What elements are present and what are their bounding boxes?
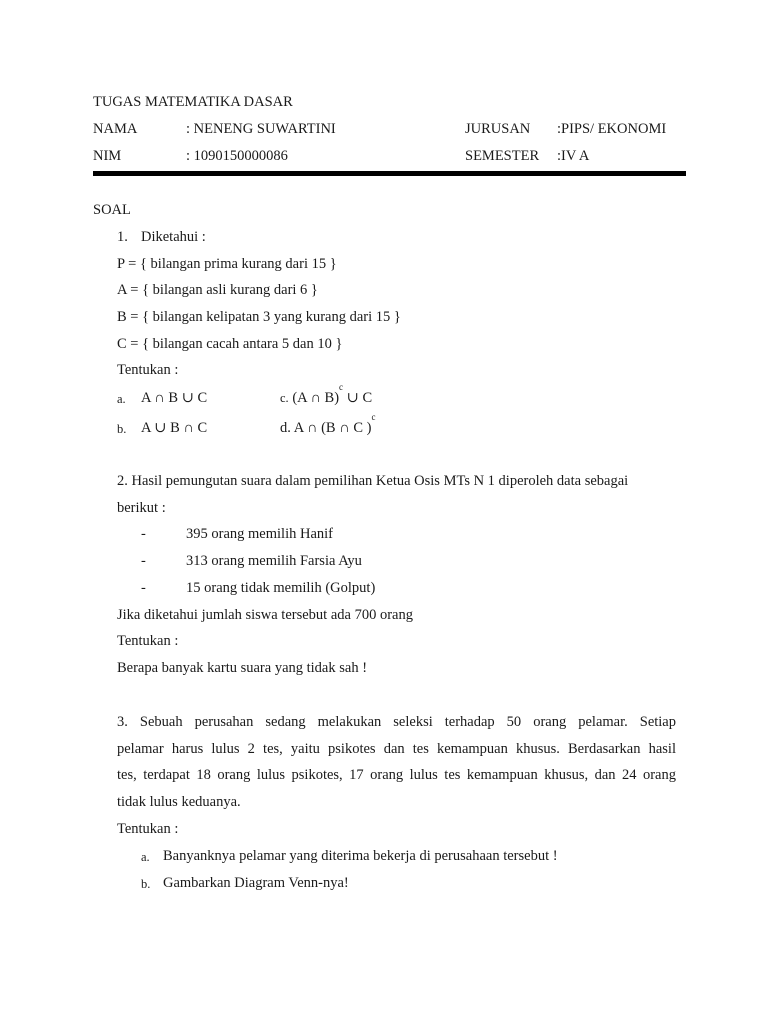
jurusan-label: JURUSAN [465, 121, 531, 137]
q3-line-4: tidak lulus keduanya. [117, 794, 241, 810]
q1-option-c-main: (A ∩ B) [288, 390, 340, 406]
q1-option-b: A ∪ B ∩ C [141, 420, 208, 436]
q1-set-c: C = { bilangan cacah antara 5 dan 10 } [117, 336, 343, 352]
q3-line-1: 3. Sebuah perusahan sedang melakukan seleksi terhadap 50 orang pelamar. Setiap [117, 714, 676, 730]
q3-line-3: tes, terdapat 18 orang lulus psikotes, 17 orang lulus tes kemampuan khusus, dan 24 orang [117, 767, 676, 783]
q2-item-text: 313 orang memilih Farsia Ayu [186, 553, 362, 569]
q1-set-p: P = { bilangan prima kurang dari 15 } [117, 256, 337, 272]
header-divider [93, 171, 686, 176]
q2-item-text: 15 orang tidak memilih (Golput) [186, 580, 376, 596]
q2-item-text: 395 orang memilih Hanif [186, 526, 333, 542]
document-title: TUGAS MATEMATIKA DASAR [93, 94, 293, 110]
nama-label: NAMA [93, 121, 138, 137]
q2-item-dash: - [141, 580, 146, 596]
q2-tentukan: Tentukan : [117, 633, 179, 649]
q2-line-1: 2. Hasil pemungutan suara dalam pemilihan Ketua Osis MTs N 1 diperoleh data sebagai [117, 473, 629, 489]
q1-option-c-tail: ∪ C [343, 390, 373, 406]
q3-option-a-label: a. [141, 850, 150, 864]
q1-option-d-main: d. A ∩ (B ∩ C ) [280, 420, 372, 436]
q1-option-a: A ∩ B ∪ C [141, 390, 208, 406]
q3-line-2: pelamar harus lulus 2 tes, yaitu psikotes dan tes kemampuan khusus. Berdasarkan hasil [117, 741, 676, 757]
q2-item-dash: - [141, 526, 146, 542]
q1-tentukan: Tentukan : [117, 362, 179, 378]
q3-option-a: Banyanknya pelamar yang diterima bekerja di perusahaan tersebut ! [163, 848, 558, 864]
nim-label: NIM [93, 148, 122, 164]
q1-option-d [280, 412, 376, 437]
q3-option-b: Gambarkan Diagram Venn-nya! [163, 875, 349, 891]
q1-number: 1. [117, 229, 128, 245]
semester-label: SEMESTER [465, 148, 540, 164]
q1-option-b-label: b. [117, 422, 127, 436]
q2-item-dash: - [141, 553, 146, 569]
nim-value: : 1090150000086 [186, 148, 288, 164]
soal-heading: SOAL [93, 202, 131, 218]
q1-set-b: B = { bilangan kelipatan 3 yang kurang dari 15 } [117, 309, 401, 325]
q2-line-2: berikut : [117, 500, 166, 516]
q2-question: Berapa banyak kartu suara yang tidak sah ! [117, 660, 368, 676]
q1-intro: Diketahui : [141, 229, 206, 245]
semester-value: :IV A [557, 148, 590, 164]
q1-set-a: A = { bilangan asli kurang dari 6 } [117, 282, 318, 298]
q3-tentukan: Tentukan : [117, 821, 179, 837]
complement-sup: c [371, 412, 376, 422]
complement-sup: c [339, 382, 344, 392]
jurusan-value: :PIPS/ EKONOMI [557, 121, 667, 137]
q1-option-c [280, 382, 373, 407]
q1-option-c-label: c. [280, 391, 289, 405]
q2-info: Jika diketahui jumlah siswa tersebut ada 700 orang [117, 607, 413, 623]
nama-value: : NENENG SUWARTINI [186, 121, 336, 137]
q3-option-b-label: b. [141, 877, 151, 891]
q1-option-a-label: a. [117, 392, 126, 406]
